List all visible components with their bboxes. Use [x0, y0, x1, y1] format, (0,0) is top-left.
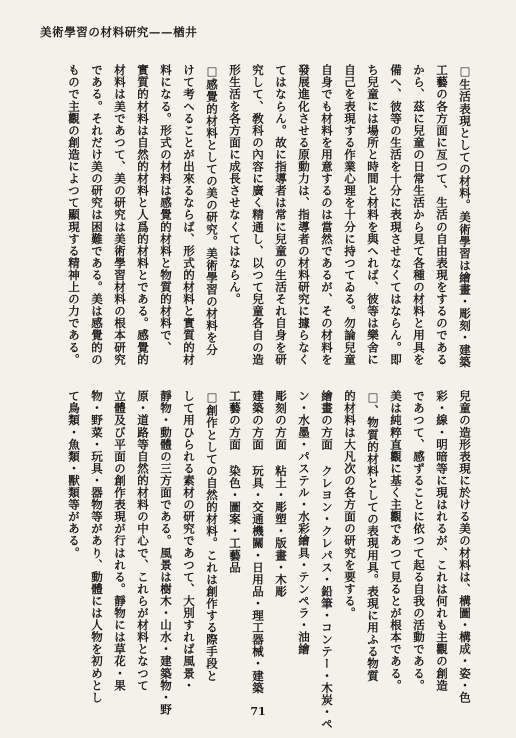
text-column: 建築の方面 玩具・交通機關・日用品・理工器械・建築: [251, 390, 265, 694]
page-number: 71: [250, 705, 266, 718]
text-column: けて考へることが出來るならば、形式的材料と實質的材: [182, 64, 196, 366]
text-column: 究して、敎科の內容に廣く精通し、以つて兒童各自の造: [251, 64, 265, 366]
text-column: 靜物・動體の三方面である。風景は樹木・山水・建築物・野: [159, 390, 173, 716]
text-column: □生活表現としての材料。美術學習は繪畫・彫刻・建築: [458, 64, 472, 368]
text-column: ち兒童には場所と時間と材料を與へれば、彼等は樂舍に: [366, 64, 380, 366]
text-column: から、茲に兒童の日常生活から見て各種の材料と用具を: [412, 64, 426, 366]
text-column: である。それだけ美の研究は困難である。美は感覺的の: [90, 64, 104, 366]
text-column: 備へ、彼等の生活を十分に表現させなくてはならん。即: [389, 64, 403, 366]
text-column: 的材料は大凡次の各方面の研究を要する。: [343, 390, 357, 619]
text-column: 材料は美であつて、美の研究は美術學習材料の根本研究: [113, 64, 127, 366]
text-column: ン・水墨・パステル・水彩繪具・テンペラ・油繪: [297, 390, 311, 656]
text-column: □感覺的材料としての美の研究。美術學習の材料を分: [205, 64, 219, 356]
text-column: 美は純粹直觀に基く主觀であつて見るとが根本である。: [389, 390, 403, 692]
text-column: 自身でも材料を用意するのは當然であるが、その材料を: [320, 64, 334, 366]
text-column: てはならん。故に指導者は常に兒童の生活それ自身を研: [274, 64, 288, 366]
text-column: 原・道路等自然的材料の中心で、これらが材料となつて: [136, 390, 150, 692]
text-column: 兒童の造形表現に於ける美の材料は、構圖・構成・姿・色: [458, 390, 472, 704]
text-column: であつて、感ずることに依つて起る自我の活動である。: [412, 390, 426, 692]
text-column: 立體及び平面の創作表現が行はれる。靜物には草花・果: [113, 390, 127, 692]
text-column: 料になる。形式の材料は感覺的材料と物質的材料で、: [159, 64, 173, 354]
text-column: 物・野菜・玩具・器物等があり、動體には人物を初めとし: [90, 390, 104, 704]
text-column: 工藝の各方面に亙つて、生活の自由表現をするのである: [435, 64, 449, 366]
text-column: 發展進化させる原動力は、指導者の材料研究に據らなく: [297, 64, 311, 366]
text-column: 彩・線・明暗等に現はれるが、これは何れも主觀の創造: [435, 390, 449, 692]
text-column: □創作としての自然的材料。これは創作する際手段と: [205, 390, 219, 682]
text-column: 形生活を各方面に成長させなくてはならん。: [228, 64, 242, 305]
text-column: 彫刻の方面 粘土・彫塑・版畫・木彫: [274, 390, 288, 598]
text-column: もので主觀の創造によつて顯現する精神上の力である。: [67, 64, 81, 366]
upper-text-block: [58, 64, 476, 368]
text-column: 工藝の方面 染色・圖案・工藝品: [228, 390, 242, 574]
text-column: □、物質的材料としての表現用具。表現に用ふる物質: [366, 390, 380, 682]
text-column: て鳥類・魚類・獸類等がある。: [67, 390, 81, 559]
running-header: 美術學習の材料研究——楢井: [40, 25, 198, 39]
text-column: 實質的材料は自然的材料と人爲的材料とである。感覺的: [136, 64, 150, 366]
text-column: 繪畫の方面 クレヨン・クレパス・鉛筆・コンテー・木炭・ペ: [320, 390, 334, 730]
text-column: して用ひられる素材の研究であつて、大別すれば風景・: [182, 390, 196, 692]
text-column: 自己を表現する作業心理を十分に持つてゐる。勿論兒童: [343, 64, 357, 366]
